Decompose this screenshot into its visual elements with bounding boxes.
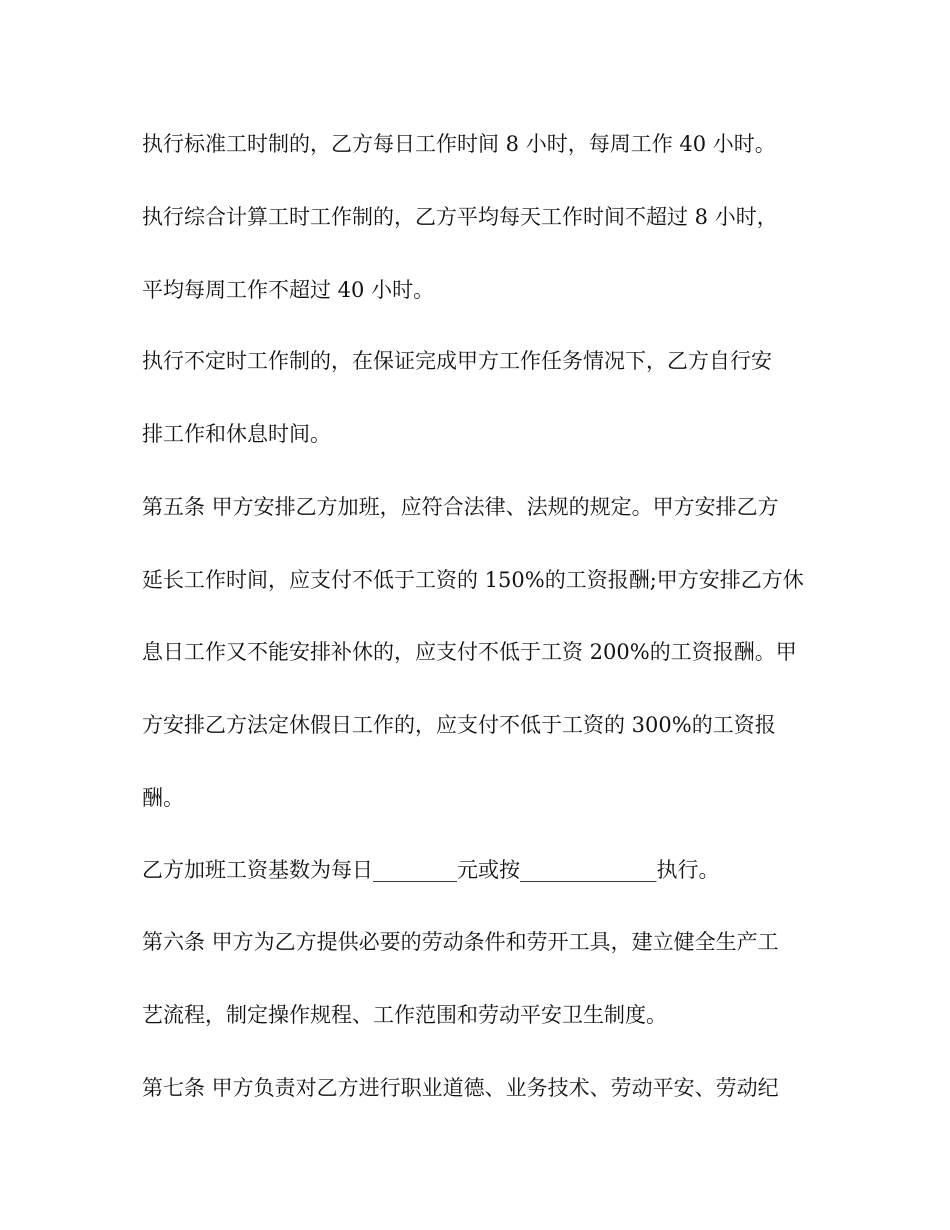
text-line-2: 执行综合计算工时工作制的，乙方平均每天工作时间不超过 8 小时， [142, 205, 778, 229]
text-line-1: 执行标准工时制的，乙方每日工作时间 8 小时，每周工作 40 小时。 [142, 132, 776, 156]
text-line-7: 延长工作时间，应支付不低于工资的 150%的工资报酬;甲方安排乙方休 [142, 568, 804, 592]
text-line-12: 第六条 甲方为乙方提供必要的劳动条件和劳开工具，建立健全生产工 [142, 930, 779, 954]
text-line-11: 乙方加班工资基数为每日________元或按_____________执行。 [142, 858, 720, 882]
text-line-5: 排工作和休息时间。 [142, 422, 331, 446]
text-line-4: 执行不定时工作制的，在保证完成甲方工作任务情况下，乙方自行安 [142, 349, 772, 373]
text-line-13: 艺流程，制定操作规程、工作范围和劳动平安卫生制度。 [142, 1003, 667, 1027]
text-line-8: 息日工作又不能安排补休的，应支付不低于工资 200%的工资报酬。甲 [142, 640, 797, 664]
text-line-3: 平均每周工作不超过 40 小时。 [142, 278, 435, 302]
text-line-14: 第七条 甲方负责对乙方进行职业道德、业务技术、劳动平安、劳动纪 [142, 1076, 779, 1100]
text-line-10: 酬。 [142, 786, 184, 810]
text-line-6: 第五条 甲方安排乙方加班，应符合法律、法规的规定。甲方安排乙方 [142, 495, 779, 519]
text-line-9: 方安排乙方法定休假日工作的，应支付不低于工资的 300%的工资报 [142, 713, 776, 737]
